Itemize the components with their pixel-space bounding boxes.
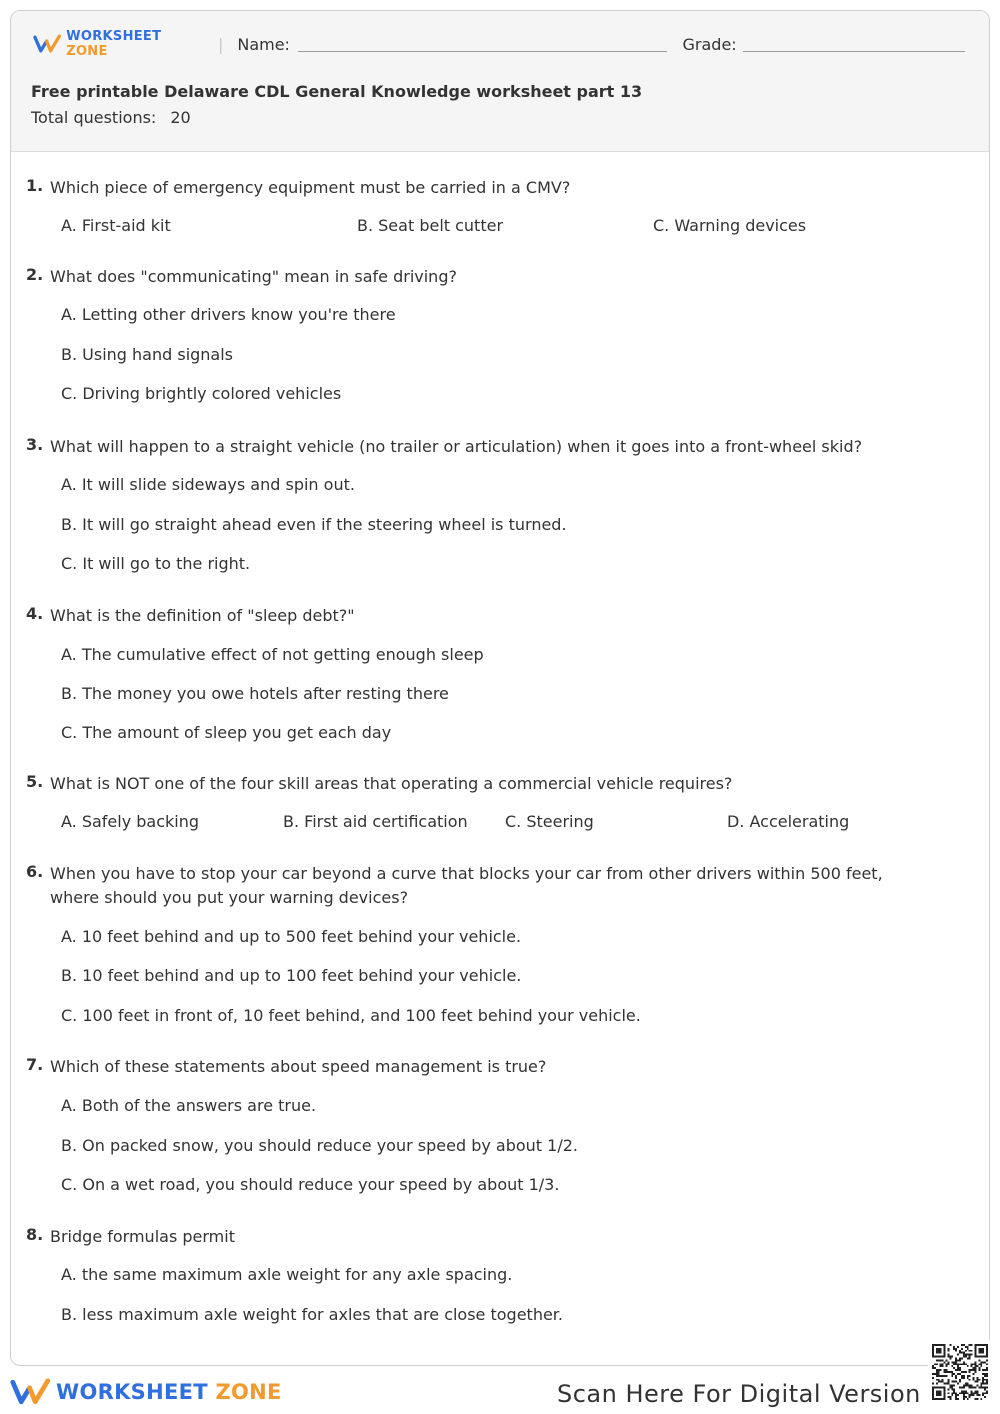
worksheet-header	[11, 11, 989, 152]
question-5	[26, 772, 906, 831]
option-c[interactable]: C. On a wet road, you should reduce your speed by about 1/3.	[61, 1175, 560, 1194]
option-a[interactable]: A. the same maximum axle weight for any axle spacing.	[61, 1265, 513, 1284]
question-text: What is the definition of "sleep debt?"	[50, 606, 355, 625]
worksheetzone-logo-icon	[33, 33, 62, 55]
question-text: What will happen to a straight vehicle (no trailer or articulation) when it goes into a front-wheel skid?	[50, 437, 863, 456]
option-a[interactable]: A. The cumulative effect of not getting enough sleep	[61, 645, 484, 664]
question-number: 7.	[26, 1055, 44, 1074]
option-a[interactable]: A. It will slide sideways and spin out.	[61, 475, 355, 494]
scan-digital-version-text: Scan Here For Digital Version	[557, 1380, 921, 1408]
option-b[interactable]: B. Using hand signals	[61, 345, 234, 364]
question-number: 6.	[26, 862, 44, 881]
name-input-line[interactable]	[298, 51, 667, 52]
worksheetzone-logo-icon	[10, 1376, 52, 1408]
brand-logo-small	[33, 29, 204, 59]
option-c[interactable]: C. 100 feet in front of, 10 feet behind, and 100 feet behind your vehicle.	[61, 1006, 641, 1025]
total-questions-value: 20	[170, 108, 191, 127]
total-questions	[31, 108, 191, 127]
option-b[interactable]: B. Seat belt cutter	[357, 216, 504, 235]
option-b[interactable]: B. less maximum axle weight for axles that are close together.	[61, 1305, 563, 1324]
question-number: 8.	[26, 1225, 44, 1244]
brand-name-part1: WORKSHEET	[66, 29, 162, 44]
question-3	[26, 435, 906, 573]
question-text: What is NOT one of the four skill areas that operating a commercial vehicle requires?	[50, 774, 733, 793]
page-footer	[0, 1366, 1000, 1414]
option-a[interactable]: A. Letting other drivers know you're there	[61, 305, 396, 324]
option-c[interactable]: C. It will go to the right.	[61, 554, 251, 573]
option-b[interactable]: B. The money you owe hotels after resting there	[61, 684, 449, 703]
grade-input-line[interactable]	[743, 51, 965, 52]
question-text: When you have to stop your car beyond a curve that blocks your car from other drivers within 500 feet, where should you put your warning devices?	[50, 864, 883, 907]
question-text: Which of these statements about speed management is true?	[50, 1057, 547, 1076]
option-d[interactable]: D. Accelerating	[727, 812, 850, 831]
question-number: 4.	[26, 604, 44, 623]
footer-brand-part1: WORKSHEET	[56, 1380, 208, 1404]
question-6	[26, 862, 906, 1025]
question-2	[26, 265, 906, 403]
question-text: What does "communicating" mean in safe driving?	[50, 267, 457, 286]
brand-logo-large	[10, 1376, 282, 1408]
qr-code-graphic	[932, 1344, 988, 1400]
option-b[interactable]: B. 10 feet behind and up to 100 feet behind your vehicle.	[61, 966, 522, 985]
option-a[interactable]: A. Safely backing	[61, 812, 200, 831]
question-number: 1.	[26, 176, 44, 195]
question-text: Which piece of emergency equipment must be carried in a CMV?	[50, 178, 571, 197]
question-number: 5.	[26, 772, 44, 791]
grade-label: Grade:	[682, 34, 737, 54]
option-a[interactable]: A. First-aid kit	[61, 216, 171, 235]
question-1	[26, 176, 906, 235]
header-separator: |	[217, 34, 224, 54]
option-b[interactable]: B. On packed snow, you should reduce your speed by about 1/2.	[61, 1136, 578, 1155]
question-7	[26, 1055, 906, 1194]
footer-brand-part2: ZONE	[215, 1380, 282, 1404]
option-a[interactable]: A. Both of the answers are true.	[61, 1096, 317, 1115]
brand-name-part2: ZONE	[66, 44, 108, 59]
question-4	[26, 604, 906, 742]
total-questions-label: Total questions:	[31, 108, 157, 127]
option-c[interactable]: C. Driving brightly colored vehicles	[61, 384, 342, 403]
worksheet-title: Free printable Delaware CDL General Knowledge worksheet part 13	[31, 82, 643, 101]
name-label: Name:	[237, 34, 290, 54]
option-b[interactable]: B. It will go straight ahead even if the steering wheel is turned.	[61, 515, 567, 534]
question-text: Bridge formulas permit	[50, 1227, 235, 1246]
question-number: 2.	[26, 265, 44, 284]
option-c[interactable]: C. Steering	[505, 812, 594, 831]
name-grade-row	[33, 31, 965, 57]
option-c[interactable]: C. The amount of sleep you get each day	[61, 723, 392, 742]
qr-code-icon[interactable]	[928, 1340, 992, 1404]
question-number: 3.	[26, 435, 44, 454]
option-b[interactable]: B. First aid certification	[283, 812, 468, 831]
option-a[interactable]: A. 10 feet behind and up to 500 feet behind your vehicle.	[61, 927, 522, 946]
question-8	[26, 1225, 906, 1324]
option-c[interactable]: C. Warning devices	[653, 216, 807, 235]
